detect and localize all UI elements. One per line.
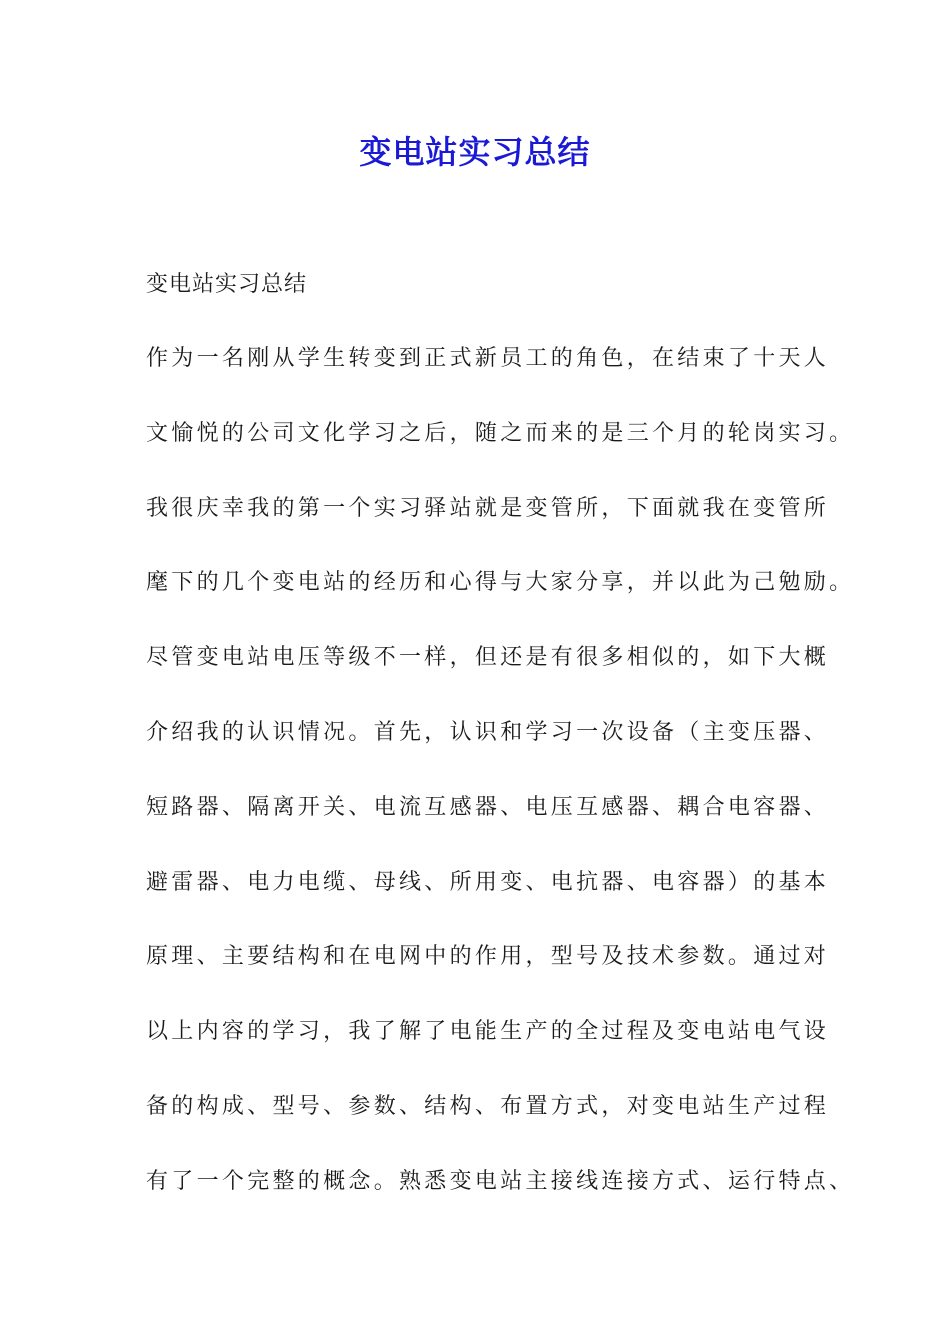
body-line: 备的构成、型号、参数、结构、布置方式，对变电站生产过程 (146, 1093, 830, 1119)
body-line: 原理、主要结构和在电网中的作用，型号及技术参数。通过对 (146, 944, 830, 970)
body-text (146, 342, 855, 1240)
body-line: 作为一名刚从学生转变到正式新员工的角色，在结束了十天人 (146, 346, 830, 371)
document-subtitle: 变电站实习总结 (146, 272, 308, 297)
body-line: 短路器、隔离开关、电流互感器、电压互感器、耦合电容器、 (146, 794, 830, 820)
body-line: 以上内容的学习，我了解了电能生产的全过程及变电站电气设 (146, 1019, 830, 1045)
body-line: 有了一个完整的概念。熟悉变电站主接线连接方式、运行特点、 (146, 1168, 855, 1194)
body-line: 文愉悦的公司文化学习之后，随之而来的是三个月的轮岗实习。 (146, 420, 855, 446)
body-line: 介绍我的认识情况。首先，认识和学习一次设备（主变压器、 (146, 719, 830, 745)
body-line: 麾下的几个变电站的经历和心得与大家分享，并以此为己勉励。 (146, 570, 855, 596)
body-line: 避雷器、电力电缆、母线、所用变、电抗器、电容器）的基本 (146, 869, 830, 895)
body-line: 尽管变电站电压等级不一样，但还是有很多相似的，如下大概 (146, 645, 830, 671)
body-line: 我很庆幸我的第一个实习驿站就是变管所，下面就我在变管所 (146, 495, 830, 521)
document-title: 变电站实习总结 (359, 133, 591, 171)
